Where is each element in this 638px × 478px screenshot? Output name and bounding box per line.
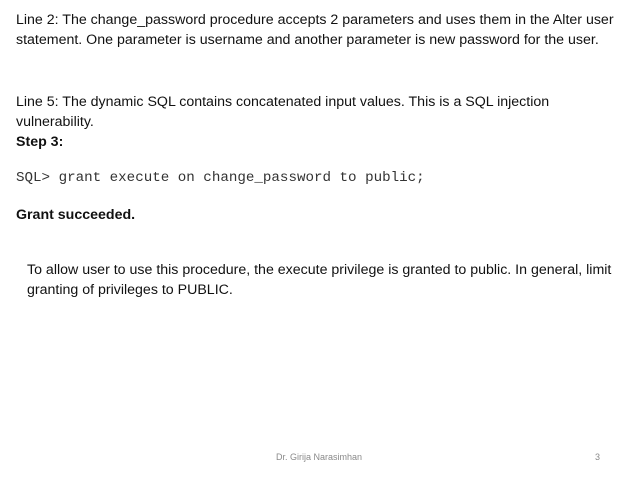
- sql-statement: SQL> grant execute on change_password to public;: [16, 170, 425, 186]
- step-heading: Step 3:: [16, 134, 64, 150]
- result-text: Grant succeeded.: [16, 207, 136, 223]
- footer-author: Dr. Girija Narasimhan: [275, 452, 363, 462]
- page-number: 3: [594, 452, 600, 462]
- paragraph-line-5: Line 5: The dynamic SQL contains concatenated input values. This is a SQL injection vulnerability.: [16, 94, 550, 130]
- paragraph-line-2: Line 2: The change_password procedure accepts 2 parameters and uses them in the Alter user statement. One parameter is username and another parameter is new password for the user.: [16, 12, 614, 48]
- note-text: To allow user to use this procedure, the execute privilege is granted to public. In general, limit granting of privileges to PUBLIC.: [27, 262, 612, 298]
